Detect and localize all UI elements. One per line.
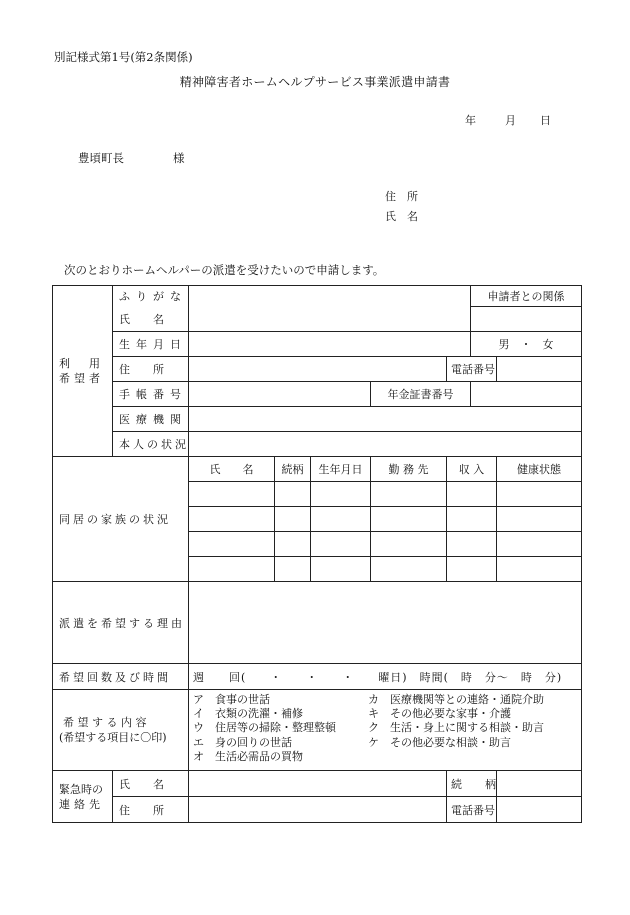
- user-phone-field[interactable]: [497, 357, 582, 382]
- applicant-address-label: 住所: [385, 190, 429, 203]
- family-cell[interactable]: [311, 482, 371, 507]
- content-label-line1: 希 望 す る 内 容: [63, 716, 147, 729]
- medical-institution-field[interactable]: [189, 407, 582, 432]
- reason-label: 派遣を希望する理由: [53, 582, 189, 664]
- family-cell[interactable]: [311, 532, 371, 557]
- family-cell[interactable]: [447, 532, 497, 557]
- form-code: 別記様式第1号(第2条関係): [54, 50, 193, 64]
- content-item[interactable]: オ 生活必需品の買物: [193, 749, 303, 763]
- family-cell[interactable]: [371, 482, 447, 507]
- reason-field[interactable]: [189, 582, 582, 664]
- emergency-name-field[interactable]: [189, 771, 447, 797]
- user-phone-label: 電話番号: [447, 357, 497, 382]
- content-label: [53, 690, 189, 771]
- application-form-table: [52, 285, 582, 823]
- family-header-birthdate: 生年月日: [311, 457, 371, 482]
- family-header-workplace: 勤 務 先: [371, 457, 447, 482]
- family-header-health: 健康状態: [497, 457, 582, 482]
- emergency-relation-label: 続 柄: [447, 771, 497, 797]
- relation-label: 申請者との関係: [471, 286, 582, 307]
- condition-field[interactable]: [189, 432, 582, 457]
- content-label-line2: (希望する項目に〇印): [59, 731, 167, 744]
- content-item[interactable]: ケ その他必要な相談・助言: [368, 735, 511, 749]
- content-item[interactable]: イ 衣類の洗濯・補修: [193, 707, 303, 721]
- emergency-label-line1: 緊急時の: [59, 782, 103, 796]
- family-cell[interactable]: [371, 557, 447, 582]
- user-label-top: 利 用: [59, 357, 104, 370]
- family-header-relation: 続柄: [275, 457, 311, 482]
- family-cell[interactable]: [275, 532, 311, 557]
- sex-options[interactable]: 男 ・ 女: [471, 332, 582, 357]
- family-cell[interactable]: [189, 532, 275, 557]
- condition-label: 本人の状況: [113, 432, 189, 457]
- family-cell[interactable]: [497, 482, 582, 507]
- applicant-name-label: 氏名: [385, 210, 429, 223]
- notebook-number-label: 手帳番号: [113, 382, 189, 407]
- addressee-honorific: 様: [173, 151, 185, 165]
- emergency-address-label: 住 所: [113, 797, 189, 823]
- family-cell[interactable]: [275, 557, 311, 582]
- relation-field[interactable]: [471, 307, 582, 332]
- intro-text: 次のとおりホームヘルパーの派遣を受けたいので申請します。: [64, 263, 385, 277]
- birthdate-field[interactable]: [189, 332, 471, 357]
- emergency-label: [53, 771, 113, 823]
- family-cell[interactable]: [371, 532, 447, 557]
- family-cell[interactable]: [447, 557, 497, 582]
- user-section-label: [53, 286, 113, 457]
- date-month-label: 月: [505, 114, 516, 127]
- family-header-name: 氏 名: [189, 457, 275, 482]
- birthdate-label: 生年月日: [113, 332, 189, 357]
- addressee: 豊頃町長: [78, 151, 124, 165]
- content-item[interactable]: ウ 住居等の掃除・整理整頓: [193, 721, 336, 735]
- frequency-field[interactable]: 週 回( ・ ・ ・ 曜日) 時間( 時 分～ 時 分): [189, 664, 582, 690]
- user-name-label: 氏 名: [113, 307, 189, 332]
- family-cell[interactable]: [497, 507, 582, 532]
- user-address-label: 住 所: [113, 357, 189, 382]
- content-item[interactable]: キ その他必要な家事・介護: [368, 707, 511, 721]
- family-cell[interactable]: [189, 507, 275, 532]
- family-cell[interactable]: [371, 507, 447, 532]
- user-name-field[interactable]: [189, 307, 471, 332]
- content-item[interactable]: ク 生活・身上に関する相談・助言: [368, 721, 544, 735]
- document-title: 精神障害者ホームヘルプサービス事業派遣申請書: [179, 75, 451, 89]
- family-cell[interactable]: [311, 507, 371, 532]
- date-day-label: 日: [540, 114, 551, 127]
- family-cell[interactable]: [275, 482, 311, 507]
- pension-number-field[interactable]: [471, 382, 582, 407]
- pension-number-label: 年金証書番号: [371, 382, 471, 407]
- furigana-field[interactable]: [189, 286, 471, 307]
- emergency-phone-label: 電話番号: [447, 797, 497, 823]
- content-items[interactable]: [189, 690, 582, 771]
- date-year-label: 年: [465, 114, 476, 127]
- furigana-label: ふりがな: [113, 286, 189, 307]
- family-cell[interactable]: [497, 532, 582, 557]
- medical-institution-label: 医療機関: [113, 407, 189, 432]
- family-cell[interactable]: [189, 482, 275, 507]
- content-item[interactable]: カ 医療機関等との連絡・通院介助: [368, 693, 544, 706]
- user-address-field[interactable]: [189, 357, 447, 382]
- family-cell[interactable]: [447, 507, 497, 532]
- emergency-name-label: 氏 名: [113, 771, 189, 797]
- family-cell[interactable]: [497, 557, 582, 582]
- family-cell[interactable]: [447, 482, 497, 507]
- emergency-phone-field[interactable]: [497, 797, 582, 823]
- family-section-label: 同居の家族の状況: [53, 457, 189, 582]
- user-label-bottom: 希望者: [59, 372, 104, 385]
- content-item[interactable]: エ 身の回りの世話: [193, 735, 292, 749]
- emergency-address-field[interactable]: [189, 797, 447, 823]
- family-cell[interactable]: [189, 557, 275, 582]
- frequency-label: 希望回数及び時間: [53, 664, 189, 690]
- emergency-label-line2: 連絡先: [59, 797, 104, 811]
- family-cell[interactable]: [275, 507, 311, 532]
- notebook-number-field[interactable]: [189, 382, 371, 407]
- family-header-income: 収 入: [447, 457, 497, 482]
- family-cell[interactable]: [311, 557, 371, 582]
- emergency-relation-field[interactable]: [497, 771, 582, 797]
- content-item[interactable]: ア 食事の世話: [193, 693, 270, 706]
